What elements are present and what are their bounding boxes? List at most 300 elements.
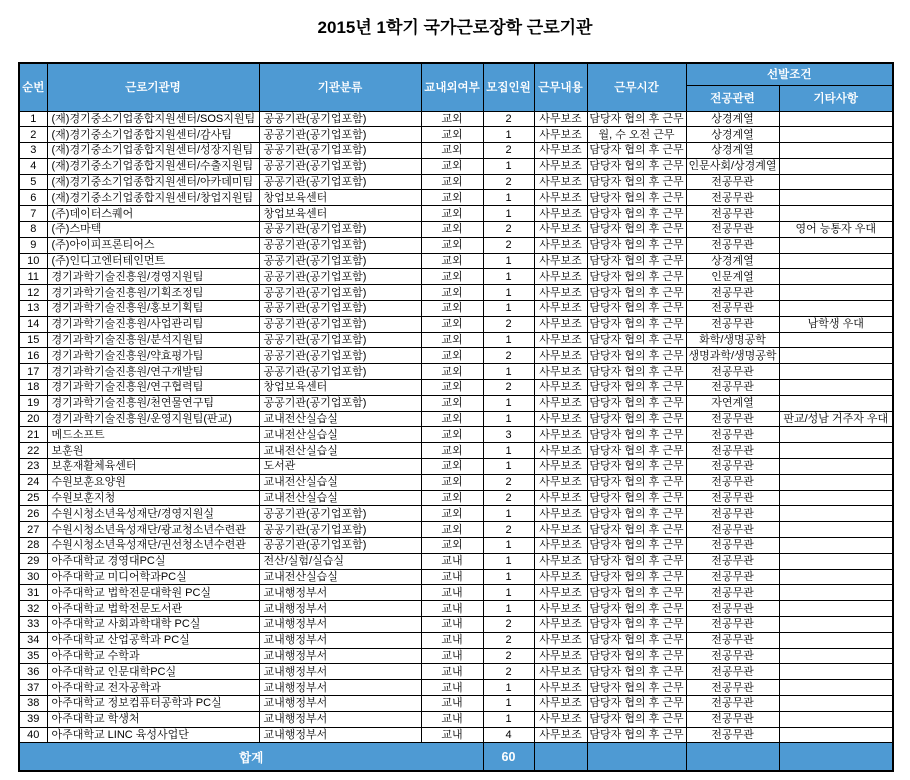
cell-major-related: 전공무관 bbox=[686, 237, 779, 253]
cell-duty: 사무보조 bbox=[534, 206, 587, 222]
cell-hours: 담당자 협의 후 근무 bbox=[587, 143, 686, 159]
cell-category: 교내행정부서 bbox=[259, 601, 421, 617]
total-empty-major bbox=[686, 743, 779, 771]
cell-etc bbox=[779, 617, 893, 633]
cell-etc bbox=[779, 111, 893, 127]
cell-etc bbox=[779, 206, 893, 222]
cell-no: 35 bbox=[19, 648, 47, 664]
cell-no: 10 bbox=[19, 253, 47, 269]
table-row bbox=[19, 174, 893, 190]
cell-category: 교내전산실습실 bbox=[259, 474, 421, 490]
cell-etc bbox=[779, 601, 893, 617]
cell-no: 26 bbox=[19, 506, 47, 522]
total-row bbox=[19, 743, 893, 771]
cell-duty: 사무보조 bbox=[534, 222, 587, 238]
cell-institution: (주)인디고엔터테인먼트 bbox=[47, 253, 259, 269]
cell-campus: 교외 bbox=[421, 222, 483, 238]
cell-hours: 담당자 협의 후 근무 bbox=[587, 680, 686, 696]
cell-institution: 수원보훈지청 bbox=[47, 490, 259, 506]
cell-no: 38 bbox=[19, 695, 47, 711]
cell-recruit-count: 2 bbox=[483, 143, 534, 159]
cell-category: 공공기관(공기업포함) bbox=[259, 253, 421, 269]
cell-recruit-count: 1 bbox=[483, 285, 534, 301]
cell-category: 공공기관(공기업포함) bbox=[259, 301, 421, 317]
cell-duty: 사무보조 bbox=[534, 522, 587, 538]
cell-no: 28 bbox=[19, 538, 47, 554]
table-row bbox=[19, 727, 893, 743]
table-row bbox=[19, 490, 893, 506]
cell-institution: 아주대학교 법학전문도서관 bbox=[47, 601, 259, 617]
cell-recruit-count: 1 bbox=[483, 395, 534, 411]
cell-etc bbox=[779, 585, 893, 601]
cell-hours: 담당자 협의 후 근무 bbox=[587, 427, 686, 443]
cell-hours: 담당자 협의 후 근무 bbox=[587, 632, 686, 648]
cell-hours: 담당자 협의 후 근무 bbox=[587, 459, 686, 475]
cell-duty: 사무보조 bbox=[534, 695, 587, 711]
cell-institution: 아주대학교 전자공학과 bbox=[47, 680, 259, 696]
cell-no: 19 bbox=[19, 395, 47, 411]
cell-institution: 아주대학교 미디어학과PC실 bbox=[47, 569, 259, 585]
cell-major-related: 전공무관 bbox=[686, 411, 779, 427]
cell-no: 30 bbox=[19, 569, 47, 585]
cell-no: 29 bbox=[19, 553, 47, 569]
cell-campus: 교외 bbox=[421, 285, 483, 301]
cell-category: 공공기관(공기업포함) bbox=[259, 395, 421, 411]
cell-recruit-count: 2 bbox=[483, 648, 534, 664]
cell-category: 교내전산실습실 bbox=[259, 490, 421, 506]
cell-major-related: 전공무관 bbox=[686, 301, 779, 317]
cell-institution: 아주대학교 산업공학과 PC실 bbox=[47, 632, 259, 648]
cell-hours: 담당자 협의 후 근무 bbox=[587, 695, 686, 711]
cell-hours: 담당자 협의 후 근무 bbox=[587, 237, 686, 253]
table-row bbox=[19, 569, 893, 585]
cell-category: 공공기관(공기업포함) bbox=[259, 332, 421, 348]
table-row bbox=[19, 190, 893, 206]
cell-etc: 남학생 우대 bbox=[779, 316, 893, 332]
cell-etc bbox=[779, 711, 893, 727]
cell-category: 도서관 bbox=[259, 459, 421, 475]
cell-major-related: 전공무관 bbox=[686, 727, 779, 743]
cell-major-related: 전공무관 bbox=[686, 427, 779, 443]
cell-duty: 사무보조 bbox=[534, 538, 587, 554]
table-row bbox=[19, 680, 893, 696]
table-row bbox=[19, 695, 893, 711]
cell-campus: 교내 bbox=[421, 632, 483, 648]
cell-etc bbox=[779, 174, 893, 190]
cell-category: 창업보육센터 bbox=[259, 190, 421, 206]
cell-no: 25 bbox=[19, 490, 47, 506]
cell-campus: 교외 bbox=[421, 474, 483, 490]
cell-recruit-count: 1 bbox=[483, 301, 534, 317]
cell-etc bbox=[779, 506, 893, 522]
cell-institution: (주)스마텍 bbox=[47, 222, 259, 238]
cell-recruit-count: 2 bbox=[483, 632, 534, 648]
table-row bbox=[19, 648, 893, 664]
cell-institution: 경기과학기술진흥원/기획조정팀 bbox=[47, 285, 259, 301]
cell-campus: 교외 bbox=[421, 174, 483, 190]
cell-category: 교내행정부서 bbox=[259, 617, 421, 633]
cell-recruit-count: 1 bbox=[483, 443, 534, 459]
cell-institution: 아주대학교 인문대학PC실 bbox=[47, 664, 259, 680]
cell-duty: 사무보조 bbox=[534, 601, 587, 617]
cell-hours: 담당자 협의 후 근무 bbox=[587, 648, 686, 664]
cell-duty: 사무보조 bbox=[534, 427, 587, 443]
cell-etc bbox=[779, 269, 893, 285]
cell-etc bbox=[779, 301, 893, 317]
cell-duty: 사무보조 bbox=[534, 269, 587, 285]
col-header-recruit-count: 모집인원 bbox=[483, 63, 534, 111]
cell-major-related: 전공무관 bbox=[686, 474, 779, 490]
cell-institution: 수원시청소년육성재단/경영지원실 bbox=[47, 506, 259, 522]
cell-hours: 담당자 협의 후 근무 bbox=[587, 206, 686, 222]
cell-recruit-count: 2 bbox=[483, 617, 534, 633]
cell-duty: 사무보조 bbox=[534, 332, 587, 348]
cell-recruit-count: 1 bbox=[483, 127, 534, 143]
cell-recruit-count: 1 bbox=[483, 332, 534, 348]
cell-etc bbox=[779, 569, 893, 585]
cell-etc bbox=[779, 695, 893, 711]
cell-category: 교내행정부서 bbox=[259, 695, 421, 711]
cell-campus: 교외 bbox=[421, 301, 483, 317]
cell-no: 3 bbox=[19, 143, 47, 159]
cell-hours: 담당자 협의 후 근무 bbox=[587, 617, 686, 633]
cell-major-related: 전공무관 bbox=[686, 443, 779, 459]
cell-institution: 경기과학기술진흥원/경영지원팀 bbox=[47, 269, 259, 285]
cell-no: 2 bbox=[19, 127, 47, 143]
cell-hours: 담당자 협의 후 근무 bbox=[587, 158, 686, 174]
cell-hours: 담당자 협의 후 근무 bbox=[587, 553, 686, 569]
cell-major-related: 전공무관 bbox=[686, 585, 779, 601]
cell-major-related: 전공무관 bbox=[686, 459, 779, 475]
cell-etc bbox=[779, 285, 893, 301]
total-label: 합계 bbox=[19, 743, 483, 771]
cell-category: 교내행정부서 bbox=[259, 585, 421, 601]
cell-etc bbox=[779, 680, 893, 696]
cell-no: 37 bbox=[19, 680, 47, 696]
cell-hours: 담당자 협의 후 근무 bbox=[587, 364, 686, 380]
cell-recruit-count: 2 bbox=[483, 222, 534, 238]
cell-no: 6 bbox=[19, 190, 47, 206]
cell-recruit-count: 2 bbox=[483, 474, 534, 490]
cell-institution: 아주대학교 LINC 육성사업단 bbox=[47, 727, 259, 743]
cell-duty: 사무보조 bbox=[534, 664, 587, 680]
cell-category: 공공기관(공기업포함) bbox=[259, 538, 421, 554]
cell-no: 39 bbox=[19, 711, 47, 727]
cell-major-related: 상경계열 bbox=[686, 127, 779, 143]
cell-duty: 사무보조 bbox=[534, 632, 587, 648]
cell-duty: 사무보조 bbox=[534, 680, 587, 696]
cell-etc bbox=[779, 474, 893, 490]
cell-hours: 담당자 협의 후 근무 bbox=[587, 538, 686, 554]
cell-category: 교내전산실습실 bbox=[259, 569, 421, 585]
table-row bbox=[19, 316, 893, 332]
total-empty-hours bbox=[587, 743, 686, 771]
cell-major-related: 전공무관 bbox=[686, 664, 779, 680]
cell-recruit-count: 1 bbox=[483, 206, 534, 222]
cell-recruit-count: 1 bbox=[483, 411, 534, 427]
cell-campus: 교외 bbox=[421, 237, 483, 253]
cell-major-related: 전공무관 bbox=[686, 695, 779, 711]
cell-etc bbox=[779, 395, 893, 411]
cell-recruit-count: 1 bbox=[483, 364, 534, 380]
cell-no: 34 bbox=[19, 632, 47, 648]
cell-recruit-count: 1 bbox=[483, 538, 534, 554]
cell-institution: (재)경기중소기업종합지원센터/창업지원팀 bbox=[47, 190, 259, 206]
cell-campus: 교외 bbox=[421, 206, 483, 222]
cell-institution: 경기과학기술진흥원/연구개발팀 bbox=[47, 364, 259, 380]
cell-campus: 교외 bbox=[421, 127, 483, 143]
cell-major-related: 전공무관 bbox=[686, 222, 779, 238]
cell-category: 공공기관(공기업포함) bbox=[259, 506, 421, 522]
cell-recruit-count: 1 bbox=[483, 269, 534, 285]
cell-major-related: 전공무관 bbox=[686, 490, 779, 506]
cell-recruit-count: 3 bbox=[483, 427, 534, 443]
table-row bbox=[19, 285, 893, 301]
cell-major-related: 전공무관 bbox=[686, 506, 779, 522]
cell-recruit-count: 1 bbox=[483, 459, 534, 475]
cell-category: 교내전산실습실 bbox=[259, 443, 421, 459]
cell-no: 1 bbox=[19, 111, 47, 127]
cell-no: 24 bbox=[19, 474, 47, 490]
cell-no: 31 bbox=[19, 585, 47, 601]
cell-duty: 사무보조 bbox=[534, 301, 587, 317]
cell-etc bbox=[779, 427, 893, 443]
cell-campus: 교외 bbox=[421, 158, 483, 174]
cell-major-related: 전공무관 bbox=[686, 711, 779, 727]
cell-major-related: 전공무관 bbox=[686, 569, 779, 585]
cell-no: 16 bbox=[19, 348, 47, 364]
cell-major-related: 전공무관 bbox=[686, 190, 779, 206]
cell-no: 21 bbox=[19, 427, 47, 443]
cell-hours: 담당자 협의 후 근무 bbox=[587, 380, 686, 396]
cell-etc bbox=[779, 538, 893, 554]
cell-no: 20 bbox=[19, 411, 47, 427]
cell-category: 창업보육센터 bbox=[259, 380, 421, 396]
cell-no: 9 bbox=[19, 237, 47, 253]
cell-campus: 교외 bbox=[421, 459, 483, 475]
cell-etc bbox=[779, 143, 893, 159]
cell-etc bbox=[779, 332, 893, 348]
cell-category: 공공기관(공기업포함) bbox=[259, 285, 421, 301]
cell-hours: 담당자 협의 후 근무 bbox=[587, 474, 686, 490]
table-row bbox=[19, 411, 893, 427]
cell-major-related: 전공무관 bbox=[686, 680, 779, 696]
cell-no: 11 bbox=[19, 269, 47, 285]
cell-category: 교내전산실습실 bbox=[259, 411, 421, 427]
cell-campus: 교외 bbox=[421, 348, 483, 364]
cell-hours: 담당자 협의 후 근무 bbox=[587, 490, 686, 506]
cell-duty: 사무보조 bbox=[534, 111, 587, 127]
cell-duty: 사무보조 bbox=[534, 617, 587, 633]
cell-hours: 월, 수 오전 근무 bbox=[587, 127, 686, 143]
cell-campus: 교외 bbox=[421, 316, 483, 332]
cell-etc bbox=[779, 127, 893, 143]
cell-hours: 담당자 협의 후 근무 bbox=[587, 332, 686, 348]
cell-duty: 사무보조 bbox=[534, 443, 587, 459]
cell-recruit-count: 1 bbox=[483, 158, 534, 174]
cell-major-related: 전공무관 bbox=[686, 601, 779, 617]
cell-campus: 교내 bbox=[421, 727, 483, 743]
table-row bbox=[19, 506, 893, 522]
cell-duty: 사무보조 bbox=[534, 506, 587, 522]
cell-category: 공공기관(공기업포함) bbox=[259, 316, 421, 332]
cell-duty: 사무보조 bbox=[534, 285, 587, 301]
cell-campus: 교내 bbox=[421, 664, 483, 680]
cell-major-related: 전공무관 bbox=[686, 380, 779, 396]
cell-campus: 교내 bbox=[421, 569, 483, 585]
cell-duty: 사무보조 bbox=[534, 143, 587, 159]
table-row bbox=[19, 332, 893, 348]
cell-no: 14 bbox=[19, 316, 47, 332]
cell-major-related: 전공무관 bbox=[686, 285, 779, 301]
cell-recruit-count: 2 bbox=[483, 348, 534, 364]
cell-institution: 경기과학기술진흥원/천연물연구팀 bbox=[47, 395, 259, 411]
cell-etc bbox=[779, 364, 893, 380]
cell-institution: 보훈재활체육센터 bbox=[47, 459, 259, 475]
table-row bbox=[19, 348, 893, 364]
cell-recruit-count: 1 bbox=[483, 601, 534, 617]
col-header-selection-conditions: 선발조건 bbox=[686, 63, 893, 85]
table-row bbox=[19, 237, 893, 253]
cell-campus: 교내 bbox=[421, 711, 483, 727]
cell-campus: 교내 bbox=[421, 648, 483, 664]
cell-hours: 담당자 협의 후 근무 bbox=[587, 711, 686, 727]
col-header-no: 순번 bbox=[19, 63, 47, 111]
total-empty-etc bbox=[779, 743, 893, 771]
cell-duty: 사무보조 bbox=[534, 237, 587, 253]
cell-campus: 교외 bbox=[421, 490, 483, 506]
cell-recruit-count: 1 bbox=[483, 506, 534, 522]
cell-major-related: 전공무관 bbox=[686, 632, 779, 648]
cell-recruit-count: 1 bbox=[483, 569, 534, 585]
cell-major-related: 상경계열 bbox=[686, 253, 779, 269]
cell-institution: 경기과학기술진흥원/분석지원팀 bbox=[47, 332, 259, 348]
cell-campus: 교외 bbox=[421, 269, 483, 285]
cell-institution: 경기과학기술진흥원/약효평가팀 bbox=[47, 348, 259, 364]
cell-duty: 사무보조 bbox=[534, 711, 587, 727]
cell-category: 공공기관(공기업포함) bbox=[259, 269, 421, 285]
work-institutions-table bbox=[18, 62, 894, 772]
cell-institution: 경기과학기술진흥원/연구협력팀 bbox=[47, 380, 259, 396]
cell-campus: 교외 bbox=[421, 538, 483, 554]
col-header-major-related: 전공관련 bbox=[686, 85, 779, 111]
cell-major-related: 전공무관 bbox=[686, 538, 779, 554]
cell-institution: 아주대학교 학생처 bbox=[47, 711, 259, 727]
table-row bbox=[19, 427, 893, 443]
total-empty-duty bbox=[534, 743, 587, 771]
col-header-category: 기관분류 bbox=[259, 63, 421, 111]
col-header-hours: 근무시간 bbox=[587, 63, 686, 111]
cell-duty: 사무보조 bbox=[534, 459, 587, 475]
cell-duty: 사무보조 bbox=[534, 727, 587, 743]
cell-etc bbox=[779, 648, 893, 664]
col-header-etc: 기타사항 bbox=[779, 85, 893, 111]
cell-recruit-count: 1 bbox=[483, 695, 534, 711]
cell-campus: 교외 bbox=[421, 190, 483, 206]
table-row bbox=[19, 443, 893, 459]
cell-major-related: 상경계열 bbox=[686, 143, 779, 159]
cell-etc bbox=[779, 443, 893, 459]
cell-major-related: 인문계열 bbox=[686, 269, 779, 285]
cell-category: 공공기관(공기업포함) bbox=[259, 174, 421, 190]
cell-campus: 교외 bbox=[421, 427, 483, 443]
cell-duty: 사무보조 bbox=[534, 127, 587, 143]
cell-institution: 아주대학교 경영대PC실 bbox=[47, 553, 259, 569]
cell-campus: 교내 bbox=[421, 585, 483, 601]
cell-major-related: 전공무관 bbox=[686, 206, 779, 222]
cell-hours: 담당자 협의 후 근무 bbox=[587, 585, 686, 601]
table-row bbox=[19, 222, 893, 238]
cell-category: 교내행정부서 bbox=[259, 648, 421, 664]
table-row bbox=[19, 632, 893, 648]
page-title: 2015년 1학기 국가근로장학 근로기관 bbox=[317, 18, 593, 37]
cell-category: 공공기관(공기업포함) bbox=[259, 111, 421, 127]
cell-etc bbox=[779, 253, 893, 269]
cell-category: 공공기관(공기업포함) bbox=[259, 522, 421, 538]
cell-etc bbox=[779, 190, 893, 206]
cell-etc bbox=[779, 632, 893, 648]
cell-hours: 담당자 협의 후 근무 bbox=[587, 522, 686, 538]
cell-etc bbox=[779, 553, 893, 569]
cell-major-related: 자연계열 bbox=[686, 395, 779, 411]
cell-category: 교내전산실습실 bbox=[259, 427, 421, 443]
cell-recruit-count: 2 bbox=[483, 111, 534, 127]
cell-category: 공공기관(공기업포함) bbox=[259, 127, 421, 143]
cell-no: 5 bbox=[19, 174, 47, 190]
table-row bbox=[19, 617, 893, 633]
cell-category: 교내행정부서 bbox=[259, 632, 421, 648]
cell-institution: 아주대학교 법학전문대학원 PC실 bbox=[47, 585, 259, 601]
cell-recruit-count: 1 bbox=[483, 585, 534, 601]
cell-major-related: 전공무관 bbox=[686, 553, 779, 569]
col-header-duty: 근무내용 bbox=[534, 63, 587, 111]
cell-no: 15 bbox=[19, 332, 47, 348]
cell-no: 36 bbox=[19, 664, 47, 680]
cell-etc bbox=[779, 727, 893, 743]
cell-institution: 아주대학교 정보컴퓨터공학과 PC실 bbox=[47, 695, 259, 711]
cell-hours: 담당자 협의 후 근무 bbox=[587, 316, 686, 332]
cell-campus: 교외 bbox=[421, 506, 483, 522]
cell-institution: (주)아이피프론티어스 bbox=[47, 237, 259, 253]
cell-institution: 경기과학기술진흥원/운영지원팀(판교) bbox=[47, 411, 259, 427]
cell-no: 23 bbox=[19, 459, 47, 475]
table-row bbox=[19, 301, 893, 317]
cell-hours: 담당자 협의 후 근무 bbox=[587, 301, 686, 317]
cell-campus: 교외 bbox=[421, 522, 483, 538]
cell-campus: 교외 bbox=[421, 253, 483, 269]
cell-category: 공공기관(공기업포함) bbox=[259, 222, 421, 238]
cell-hours: 담당자 협의 후 근무 bbox=[587, 285, 686, 301]
cell-institution: (주)데이터스퀘어 bbox=[47, 206, 259, 222]
cell-category: 교내행정부서 bbox=[259, 680, 421, 696]
cell-recruit-count: 1 bbox=[483, 190, 534, 206]
table-row bbox=[19, 522, 893, 538]
table-row bbox=[19, 474, 893, 490]
cell-campus: 교외 bbox=[421, 364, 483, 380]
cell-hours: 담당자 협의 후 근무 bbox=[587, 348, 686, 364]
cell-etc bbox=[779, 522, 893, 538]
cell-institution: 수원보훈요양원 bbox=[47, 474, 259, 490]
table-row bbox=[19, 538, 893, 554]
cell-etc bbox=[779, 348, 893, 364]
cell-category: 공공기관(공기업포함) bbox=[259, 158, 421, 174]
cell-recruit-count: 2 bbox=[483, 237, 534, 253]
table-row bbox=[19, 585, 893, 601]
cell-hours: 담당자 협의 후 근무 bbox=[587, 727, 686, 743]
cell-recruit-count: 2 bbox=[483, 490, 534, 506]
cell-institution: (재)경기중소기업종합지원센터/수출지원팀 bbox=[47, 158, 259, 174]
cell-hours: 담당자 협의 후 근무 bbox=[587, 174, 686, 190]
